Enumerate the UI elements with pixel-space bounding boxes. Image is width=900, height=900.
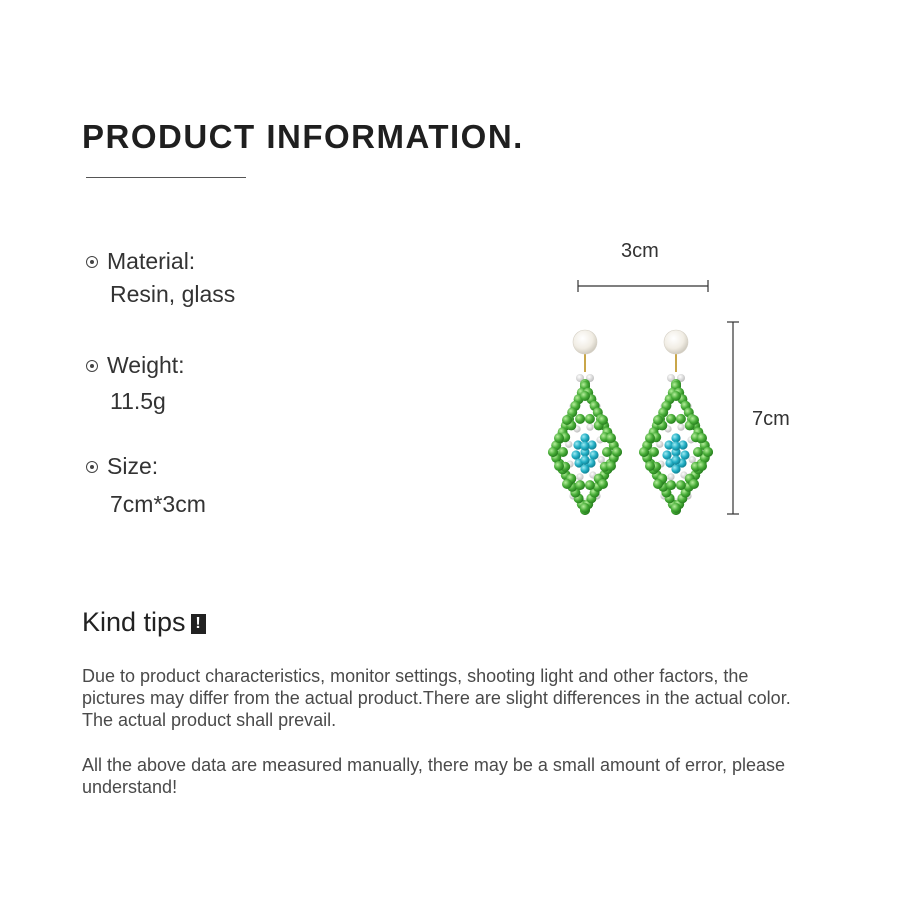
spec-size — [86, 453, 206, 518]
earrings-image — [530, 270, 790, 530]
spec-label: Weight: — [107, 352, 185, 378]
spec-value: 11.5g — [110, 388, 166, 414]
page-title: PRODUCT INFORMATION. — [82, 118, 524, 155]
spec-value: Resin, glass — [110, 281, 236, 307]
spec-value: 7cm*3cm — [110, 491, 206, 517]
spec-label: Material: — [107, 248, 196, 274]
spec-weight — [86, 352, 185, 415]
exclamation-icon: ! — [191, 614, 206, 634]
tips-paragraph: Due to product characteristics, monitor settings, shooting light and other factors, the pictures may differ from the actual product.There are slight differences in the actual color. The actual product shall prevail. — [82, 666, 791, 730]
height-dimension-label: 7cm — [752, 408, 790, 430]
title-divider — [86, 177, 246, 178]
kind-tips-label: Kind tips — [82, 607, 186, 637]
circle-dot-icon — [86, 256, 98, 268]
circle-dot-icon — [86, 360, 98, 372]
right-earring — [639, 330, 713, 515]
width-dimension-label: 3cm — [621, 240, 659, 262]
spec-label: Size: — [107, 453, 159, 479]
width-dimension-line — [578, 280, 708, 292]
tips-paragraph: All the above data are measured manually, there may be a small amount of error, please understand! — [82, 755, 786, 797]
kind-tips-title — [82, 607, 206, 638]
height-dimension-line — [727, 322, 739, 514]
left-earring — [548, 330, 622, 515]
spec-material — [86, 248, 235, 308]
circle-dot-icon — [86, 461, 98, 473]
